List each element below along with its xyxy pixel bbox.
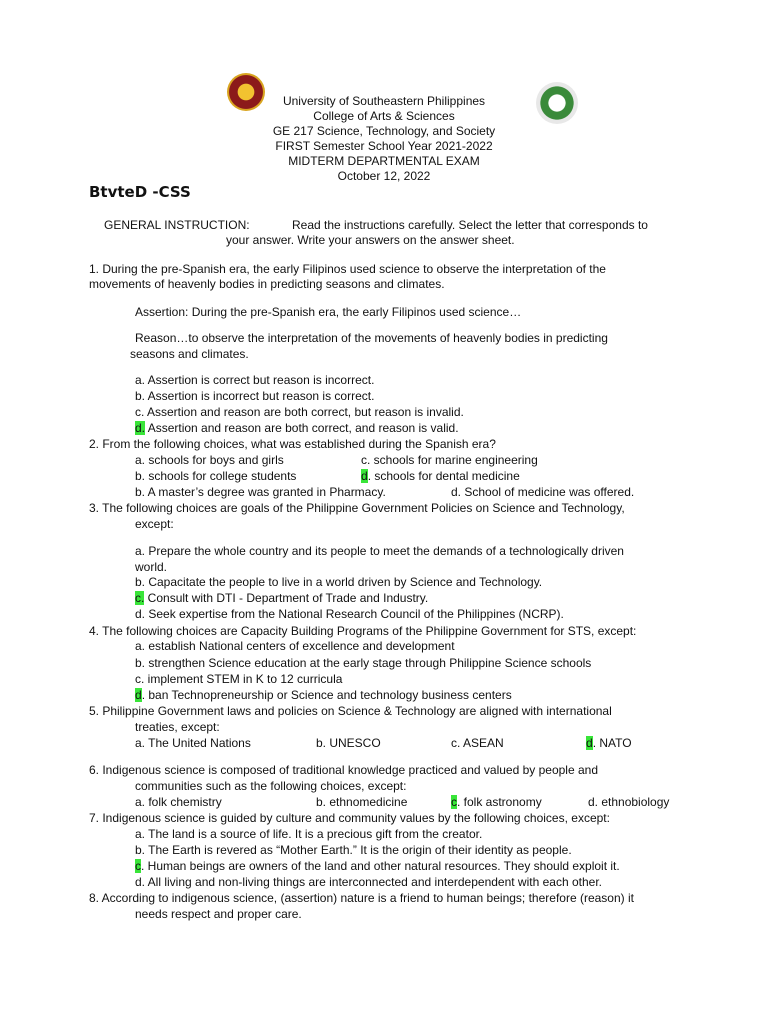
q3-option-a: a. Prepare the whole country and its people to meet the demands of a technologically driven: [135, 544, 624, 558]
answer-highlight: d: [361, 469, 368, 483]
q6-option-a: a. folk chemistry: [135, 795, 222, 809]
q5-stem: 5. Philippine Government laws and policies on Science & Technology are aligned with international: [89, 704, 612, 718]
q7-stem: 7. Indigenous science is guided by culture and community values by the following choices, except:: [89, 811, 610, 825]
q1-option-b: b. Assertion is incorrect but reason is correct.: [135, 389, 375, 403]
q3-option-b: b. Capacitate the people to live in a world driven by Science and Technology.: [135, 575, 543, 589]
q4-stem: 4. The following choices are Capacity Building Programs of the Philippine Government for STS, except:: [89, 624, 637, 638]
q4-option-c: c. implement STEM in K to 12 curricula: [135, 672, 343, 686]
q1-stem: 1. During the pre-Spanish era, the early Filipinos used science to observe the interpretation of the: [89, 262, 606, 276]
answer-highlight: c: [135, 859, 141, 873]
instruction-text-cont: your answer. Write your answers on the answer sheet.: [226, 233, 515, 247]
q2-option-b2: b. A master’s degree was granted in Pharmacy.: [135, 485, 386, 499]
q1-option-a: a. Assertion is correct but reason is incorrect.: [135, 373, 375, 387]
q6-option-d: d. ethnobiology: [588, 795, 670, 809]
q5-stem-cont: treaties, except:: [135, 720, 220, 734]
q8-stem: 8. According to indigenous science, (assertion) nature is a friend to human beings; therefore (reason) it: [89, 891, 634, 905]
q1-stem-cont: movements of heavenly bodies in predicting seasons and climates.: [89, 277, 445, 291]
q3-option-a-cont: world.: [135, 560, 168, 574]
semester-line: FIRST Semester School Year 2021-2022: [275, 139, 493, 153]
instruction-label: GENERAL INSTRUCTION:: [104, 218, 250, 232]
university-name: University of Southeastern Philippines: [282, 94, 486, 108]
q8-stem-cont: needs respect and proper care.: [135, 907, 302, 921]
college-seal-logo: [536, 82, 578, 124]
q2-option-a: a. schools for boys and girls: [135, 453, 284, 467]
answer-highlight: d.: [135, 421, 146, 435]
q1-assertion: Assertion: During the pre-Spanish era, the early Filipinos used science…: [135, 305, 522, 319]
q5-option-c: c. ASEAN: [451, 736, 504, 750]
answer-highlight: d: [586, 736, 593, 750]
q5-option-d: d. NATO: [586, 736, 632, 750]
q1-reason-cont: seasons and climates.: [130, 347, 249, 361]
instruction-text: Read the instructions carefully. Select the letter that corresponds to: [292, 218, 648, 232]
q6-stem: 6. Indigenous science is composed of traditional knowledge practiced and valued by people and: [89, 763, 599, 777]
answer-highlight: d: [135, 688, 142, 702]
q7-option-d: d. All living and non-living things are interconnected and interdependent with each other.: [135, 875, 602, 889]
q6-stem-cont: communities such as the following choices, except:: [135, 779, 407, 793]
q2-option-d: d. schools for dental medicine: [361, 469, 520, 483]
q4-option-b: b. strengthen Science education at the early stage through Philippine Science schools: [135, 656, 592, 670]
q3-stem: 3. The following choices are goals of the Philippine Government Policies on Science and Technology,: [89, 501, 625, 515]
q1-option-d: d. Assertion and reason are both correct, and reason is valid.: [135, 421, 459, 435]
q4-option-d: d. ban Technopreneurship or Science and technology business centers: [135, 688, 512, 702]
course-title: GE 217 Science, Technology, and Society: [272, 124, 496, 138]
q1-option-c: c. Assertion and reason are both correct, but reason is invalid.: [135, 405, 464, 419]
q2-option-c: c. schools for marine engineering: [361, 453, 538, 467]
q6-option-b: b. ethnomedicine: [316, 795, 408, 809]
q3-option-d: d. Seek expertise from the National Research Council of the Philippines (NCRP).: [135, 607, 564, 621]
section-code: BtvteD -CSS: [89, 183, 191, 201]
q5-option-a: a. The United Nations: [135, 736, 251, 750]
q7-option-a: a. The land is a source of life. It is a precious gift from the creator.: [135, 827, 483, 841]
q2-option-b: b. schools for college students: [135, 469, 297, 483]
q7-option-b: b. The Earth is revered as “Mother Earth.” It is the origin of their identity as people.: [135, 843, 572, 857]
answer-highlight: c.: [135, 591, 145, 605]
q3-stem-cont: except:: [135, 517, 174, 531]
answer-highlight: c: [451, 795, 457, 809]
q7-option-c: c. Human beings are owners of the land and other natural resources. They should exploit it.: [135, 859, 620, 873]
q5-option-b: b. UNESCO: [316, 736, 381, 750]
q2-stem: 2. From the following choices, what was established during the Spanish era?: [89, 437, 496, 451]
exam-title: MIDTERM DEPARTMENTAL EXAM: [288, 154, 480, 168]
q2-option-d2: d. School of medicine was offered.: [451, 485, 635, 499]
q4-option-a: a. establish National centers of excellence and development: [135, 639, 455, 653]
q1-reason: Reason…to observe the interpretation of the movements of heavenly bodies in predicting: [135, 331, 608, 345]
q6-option-c: c. folk astronomy: [451, 795, 542, 809]
q3-option-c: c. Consult with DTI - Department of Trade and Industry.: [135, 591, 429, 605]
college-name: College of Arts & Sciences: [313, 109, 455, 123]
exam-date: October 12, 2022: [337, 169, 431, 183]
